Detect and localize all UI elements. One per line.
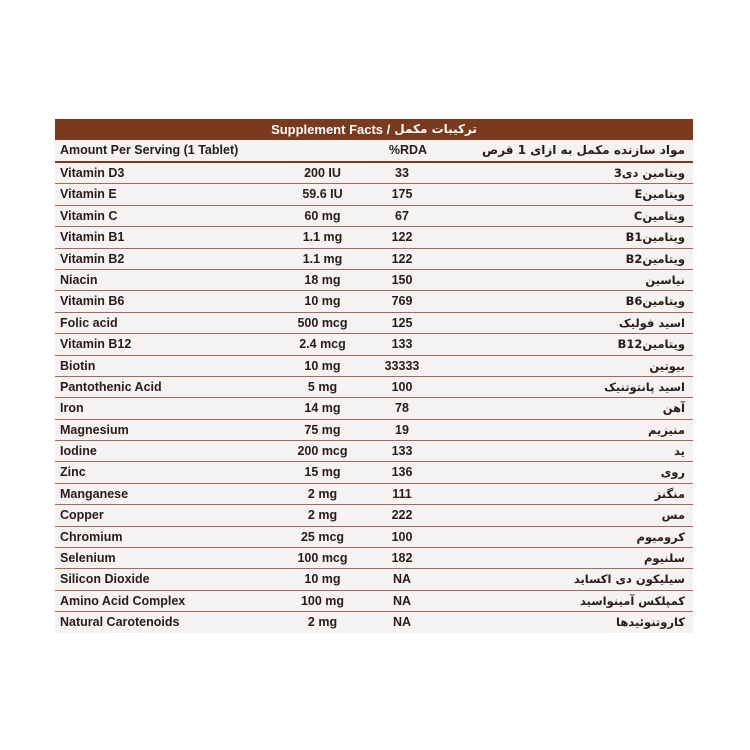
- nutrient-amount: 100 mcg: [297, 551, 348, 566]
- nutrient-name: Natural Carotenoids: [60, 615, 180, 630]
- nutrient-name: Selenium: [60, 551, 116, 566]
- nutrient-name: Silicon Dioxide: [60, 572, 150, 587]
- nutrient-rda: 182: [391, 551, 413, 566]
- nutrient-rda: 133: [391, 337, 413, 352]
- facts-table-body: [55, 163, 693, 633]
- table-row: [55, 334, 693, 355]
- table-row: [55, 548, 693, 569]
- nutrient-amount: 59.6 IU: [302, 187, 343, 202]
- rda-header: %RDA: [388, 143, 428, 157]
- nutrient-name-fa: نیاسین: [645, 272, 685, 287]
- nutrient-name-fa: منیزیم: [648, 422, 685, 437]
- nutrient-name: Magnesium: [60, 422, 129, 437]
- nutrient-name-fa: روی: [660, 465, 685, 480]
- nutrient-name-fa: ید: [674, 444, 685, 459]
- nutrient-amount: 18 mg: [304, 272, 341, 287]
- table-row: [55, 249, 693, 270]
- nutrient-name-fa: ویتامینB1: [625, 230, 685, 245]
- nutrient-rda: 125: [391, 315, 413, 330]
- banner-title-en: Supplement Facts /: [271, 122, 391, 137]
- nutrient-name: Copper: [60, 508, 104, 523]
- nutrient-amount: 2 mg: [307, 615, 338, 630]
- nutrient-name-fa: کرومیوم: [636, 529, 685, 544]
- nutrient-name-fa: ویتامینB12: [617, 337, 685, 352]
- nutrient-name-fa: سلنیوم: [643, 551, 685, 566]
- table-row: [55, 206, 693, 227]
- nutrient-amount: 5 mg: [307, 379, 338, 394]
- nutrient-name-fa: کمپلکس آمینواسید: [580, 593, 685, 608]
- nutrient-rda: 122: [391, 251, 413, 266]
- nutrient-name: Vitamin B12: [60, 337, 132, 352]
- nutrient-rda: 100: [391, 529, 413, 544]
- nutrient-rda: 100: [391, 379, 413, 394]
- nutrient-amount: 10 mg: [304, 294, 341, 309]
- nutrient-rda: 78: [395, 401, 409, 416]
- nutrient-name-fa: آهن: [662, 401, 685, 416]
- table-row: [55, 441, 693, 462]
- table-row: [55, 612, 693, 632]
- nutrient-name: Vitamin C: [60, 208, 118, 223]
- nutrient-name-fa: ویتامینE: [634, 187, 685, 202]
- nutrient-amount: 1.1 mg: [302, 251, 343, 266]
- nutrient-name-fa: اسید پانتوتنیک: [604, 379, 685, 394]
- nutrient-name-fa: ویتامین دی3: [613, 166, 685, 180]
- nutrient-rda: NA: [392, 615, 412, 630]
- nutrient-name-fa: سیلیکون دی اکساید: [573, 572, 685, 587]
- nutrient-amount: 500 mcg: [297, 315, 348, 330]
- nutrient-rda: NA: [392, 593, 412, 608]
- nutrient-amount: 25 mcg: [300, 529, 345, 544]
- table-row: [55, 462, 693, 483]
- table-row: [55, 163, 693, 184]
- table-row: [55, 484, 693, 505]
- nutrient-name: Zinc: [60, 465, 86, 480]
- table-row: [55, 356, 693, 377]
- banner-title-fa: ترکیبات مکمل: [394, 122, 477, 136]
- supplement-facts-banner: [55, 119, 693, 140]
- amount-per-serving-header: Amount Per Serving (1 Tablet): [60, 143, 239, 157]
- nutrient-rda: 769: [391, 294, 413, 309]
- nutrient-name-fa: منگنز: [654, 486, 685, 501]
- table-row: [55, 270, 693, 291]
- table-row: [55, 527, 693, 548]
- nutrient-name: Vitamin E: [60, 187, 117, 202]
- nutrient-rda: 136: [391, 465, 413, 480]
- nutrient-amount: 200 IU: [304, 166, 341, 180]
- nutrient-name-fa: ویتامینB2: [625, 251, 685, 266]
- nutrient-name: Pantothenic Acid: [60, 379, 162, 394]
- nutrient-name: Vitamin D3: [60, 166, 125, 180]
- table-row: [55, 398, 693, 419]
- nutrient-name: Iodine: [60, 444, 97, 459]
- nutrient-rda: 33: [395, 166, 409, 180]
- nutrient-name: Folic acid: [60, 315, 118, 330]
- nutrient-amount: 75 mg: [304, 422, 341, 437]
- nutrient-name: Manganese: [60, 486, 129, 501]
- nutrient-amount: 200 mcg: [297, 444, 348, 459]
- nutrient-name-fa: اسید فولیک: [618, 315, 685, 330]
- table-row: [55, 291, 693, 312]
- nutrient-amount: 1.1 mg: [302, 230, 343, 245]
- nutrient-rda: 33333: [384, 358, 420, 373]
- nutrient-name-fa: ویتامینB6: [625, 294, 685, 309]
- nutrient-name: Amino Acid Complex: [60, 593, 186, 608]
- table-row: [55, 184, 693, 205]
- nutrient-name: Biotin: [60, 358, 96, 373]
- nutrient-name: Niacin: [60, 272, 98, 287]
- nutrient-amount: 10 mg: [304, 572, 341, 587]
- nutrient-amount: 100 mg: [300, 593, 345, 608]
- nutrient-rda: 175: [391, 187, 413, 202]
- nutrient-rda: 111: [392, 486, 412, 501]
- nutrient-amount: 2.4 mcg: [299, 337, 346, 352]
- nutrient-name: Iron: [60, 401, 84, 416]
- table-row: [55, 505, 693, 526]
- nutrient-amount: 10 mg: [304, 358, 341, 373]
- nutrient-name-fa: کاروتنوئیدها: [616, 615, 685, 630]
- nutrient-rda: 133: [391, 444, 413, 459]
- nutrient-rda: 150: [391, 272, 413, 287]
- nutrient-amount: 2 mg: [307, 486, 338, 501]
- nutrient-name-fa: مس: [661, 508, 685, 523]
- nutrient-name: Chromium: [60, 529, 123, 544]
- nutrient-amount: 15 mg: [304, 465, 341, 480]
- nutrient-amount: 60 mg: [304, 208, 341, 223]
- table-row: [55, 591, 693, 612]
- persian-header: مواد سازنده مکمل به ازای 1 قرص: [482, 143, 685, 157]
- table-row: [55, 377, 693, 398]
- table-row: [55, 420, 693, 441]
- table-row: [55, 569, 693, 590]
- table-header-row: [55, 140, 693, 163]
- nutrient-amount: 14 mg: [304, 401, 341, 416]
- nutrient-name-fa: بیوتین: [649, 358, 685, 373]
- table-row: [55, 313, 693, 334]
- nutrient-amount: 2 mg: [307, 508, 338, 523]
- nutrient-rda: 19: [395, 422, 409, 437]
- nutrient-rda: NA: [392, 572, 412, 587]
- nutrient-name: Vitamin B1: [60, 230, 125, 245]
- table-row: [55, 227, 693, 248]
- nutrient-rda: 67: [395, 208, 409, 223]
- supplement-facts-panel: [55, 119, 693, 633]
- nutrient-name-fa: ویتامینC: [633, 208, 685, 223]
- nutrient-name: Vitamin B6: [60, 294, 125, 309]
- nutrient-rda: 122: [391, 230, 413, 245]
- nutrient-name: Vitamin B2: [60, 251, 125, 266]
- nutrient-rda: 222: [391, 508, 413, 523]
